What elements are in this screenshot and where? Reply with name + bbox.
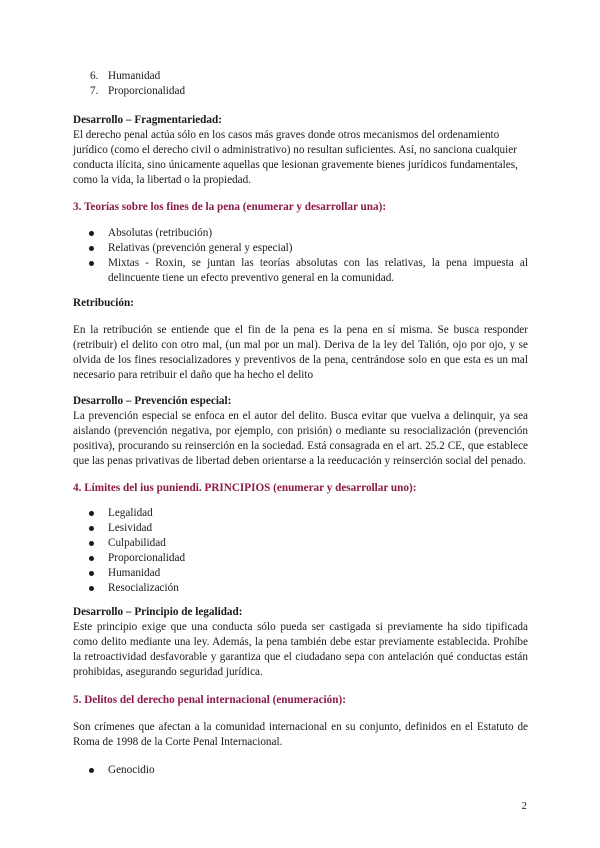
legalidad-body: Este principio exige que una conducta sólo pueda ser castigada si previamente ha sido tipificada como delito mediante una ley. Además, la pena también debe estar previamente establecida. Prohíbe la retroactividad desfavorable y garantiza que el ciudadano sepa con antelación qué conductas están prohibidas, asegurando seguridad jurídica.	[73, 621, 528, 678]
section5-heading: 5. Delitos del derecho penal internacional (enumeración):	[73, 694, 346, 706]
list-item: Humanidad	[73, 566, 528, 581]
numbered-list-top	[73, 69, 528, 99]
legalidad-title: Desarrollo – Principio de legalidad:	[73, 606, 243, 618]
list-item: Proporcionalidad	[73, 551, 528, 566]
list-item: Legalidad	[73, 506, 528, 521]
prevencion-title: Desarrollo – Prevención especial:	[73, 395, 232, 407]
list-item: Mixtas - Roxin, se juntan las teorías absolutas con las relativas, la pena impuesta al delincuente tiene un efecto preventivo general en la comunidad.	[73, 256, 528, 286]
list-item: Lesividad	[73, 521, 528, 536]
fragmentariedad-title: Desarrollo – Fragmentariedad:	[73, 114, 222, 126]
list-item: Absolutas (retribución)	[73, 226, 528, 241]
list-item: Resocialización	[73, 581, 528, 596]
section5-body: Son crímenes que afectan a la comunidad internacional en su conjunto, definidos en el Estatuto de Roma de 1998 de la Corte Penal Internacional.	[73, 721, 528, 748]
list-item: Genocidio	[73, 763, 528, 778]
list-item: 6. Humanidad	[90, 70, 161, 82]
section3-heading: 3. Teorías sobre los fines de la pena (enumerar y desarrollar una):	[73, 201, 387, 213]
list-item: 7. Proporcionalidad	[90, 85, 186, 97]
fragmentariedad-body: El derecho penal actúa sólo en los casos más graves donde otros mecanismos del ordenamiento jurídico (como el derecho civil o administrativo) no resultan suficientes. Así, no sanciona cualquier conducta ilícita, sino únicamente aquellas que lesionan gravemente bienes jurídicos fundamentales, como la vida, la libertad o la propiedad.	[73, 129, 518, 186]
list-item: Culpabilidad	[73, 536, 528, 551]
section4-bullets	[73, 506, 528, 596]
list-item: Relativas (prevención general y especial)	[73, 241, 528, 256]
section5-bullets	[73, 763, 528, 778]
page-number: 2	[521, 800, 527, 812]
retribucion-body: En la retribución se entiende que el fin de la pena es la pena en sí misma. Se busca responder (retribuir) el delito con otro mal, (un mal por un mal). Deriva de la ley del Talión, ojo por ojo, y se olvida de los fines resocializadores y preventivos de la pena, centrándose solo en que esta es un mal necesario para retribuir el daño que ha hecho el delito	[73, 324, 528, 381]
section3-bullets	[73, 226, 528, 286]
section4-heading: 4. Límites del ius puniendi. PRINCIPIOS (enumerar y desarrollar uno):	[73, 482, 417, 494]
prevencion-body: La prevención especial se enfoca en el autor del delito. Busca evitar que vuelva a delinquir, ya sea aislando (prevención negativa, por ejemplo, con prisión) o mediante su resocialización (prevención positiva), procurando su reinserción en la sociedad. Está consagrada en el art. 25.2 CE, que establece que las penas privativas de libertad deben orientarse a la reeducación y reinserción social del penado.	[73, 410, 528, 467]
retribucion-title: Retribución:	[73, 297, 134, 309]
